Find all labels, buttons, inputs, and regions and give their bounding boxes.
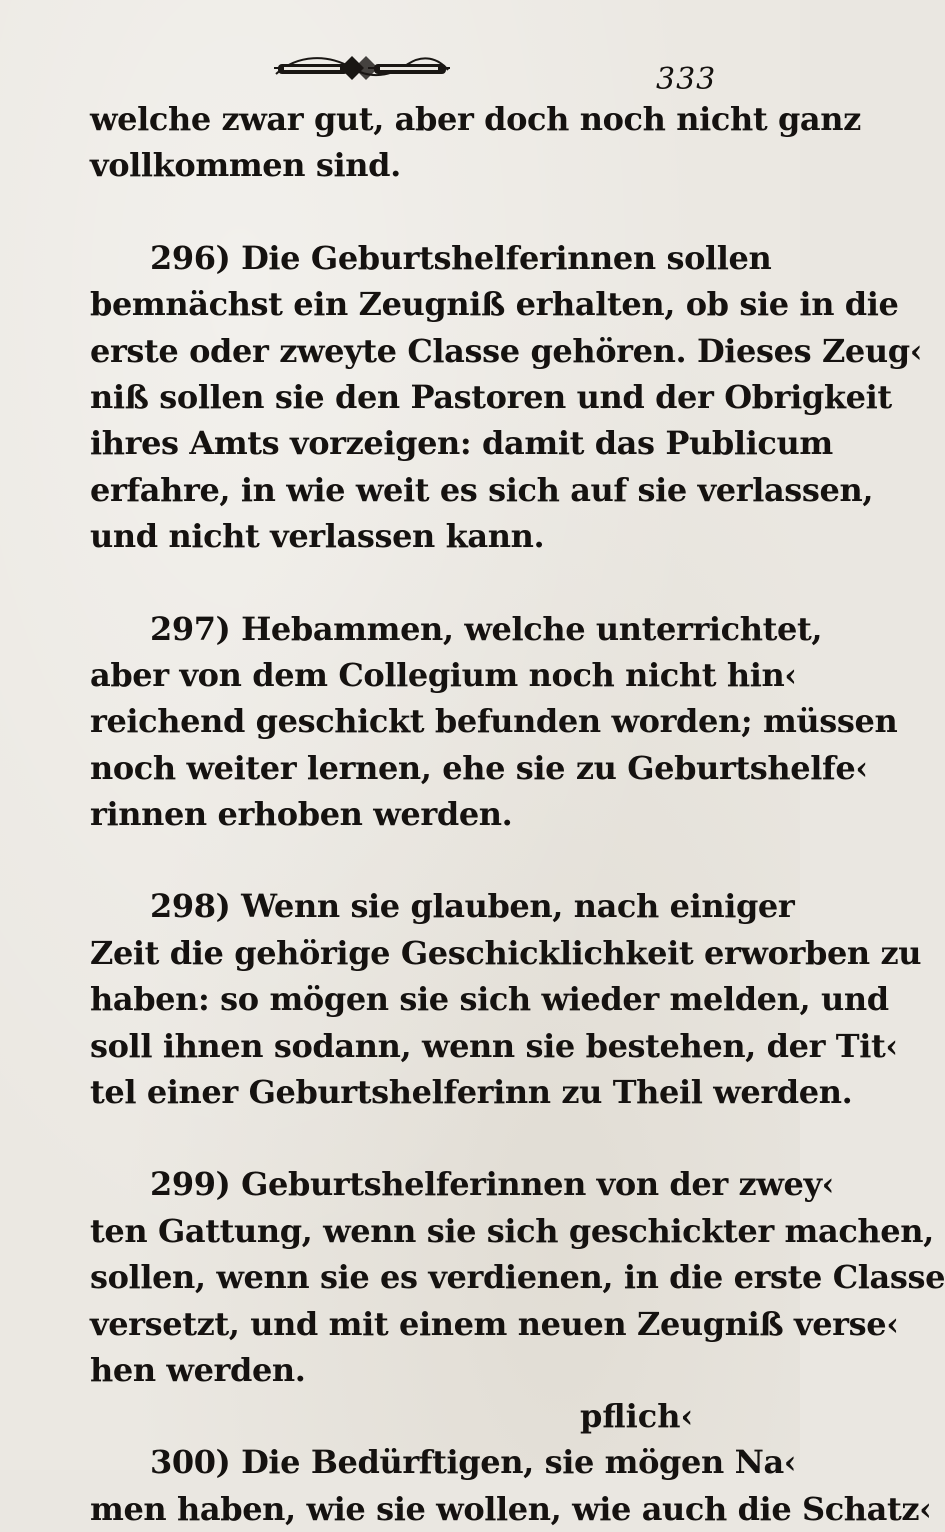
paragraph-298-start: 298) Wenn sie glauben, nach einiger [150,887,795,926]
text-line: vollkommen sind. [90,146,401,185]
text-line: haben: so mögen sie sich wieder melden, und [90,980,889,1019]
text-line: tel einer Geburtshelferinn zu Theil werden. [90,1073,853,1112]
printers-ornament [268,44,454,88]
text-line: und nicht verlassen kann. [90,517,545,556]
text-line: ten Gattung, wenn sie sich geschickter machen, [90,1211,934,1250]
text-line: ihres Amts vorzeigen: damit das Publicum [90,424,833,463]
text-line: rinnen erhoben werden. [90,795,513,834]
text-line: erste oder zweyte Classe gehören. Dieses Zeug‹ [90,331,923,370]
page-number: 333 [656,62,717,97]
text-line: hen werden. [90,1350,306,1389]
text-line: versetzt, und mit einem neuen Zeugniß verse‹ [90,1304,899,1343]
text-line: erfahre, in wie weit es sich auf sie verlassen, [90,470,874,509]
text-line: reichend geschickt befunden worden; müssen [90,702,898,741]
body-text [90,96,945,1532]
text-line: aber von dem Collegium noch nicht hin‹ [90,655,797,694]
text-line: noch weiter lernen, ehe sie zu Geburtshelfe‹ [90,748,868,787]
paragraph-296-start: 296) Die Geburtshelferinnen sollen [150,238,772,277]
text-line: soll ihnen sodann, wenn sie bestehen, der Tit‹ [90,1026,898,1065]
paragraph-297-start: 297) Hebammen, welche unterrichtet, [150,609,823,648]
text-line: niß sollen sie den Pastoren und der Obrigkeit [90,377,892,416]
text-line: bemnächst ein Zeugniß erhalten, ob sie in die [90,285,899,324]
text-line: welche zwar gut, aber doch noch nicht ganz [90,100,861,138]
text-line: Zeit die gehörige Geschicklichkeit erworben zu [90,933,922,972]
paragraph-300-start: 300) Die Bedürftigen, sie mögen Na‹ [150,1443,797,1482]
text-line: men haben, wie sie wollen, wie auch die Schatz‹ [90,1489,932,1528]
paragraph-299-start: 299) Geburtshelferinnen von der zwey‹ [150,1165,835,1204]
text-line: sollen, wenn sie es verdienen, in die erste Classe [90,1258,945,1297]
catchword: pflich‹ [580,1397,694,1435]
